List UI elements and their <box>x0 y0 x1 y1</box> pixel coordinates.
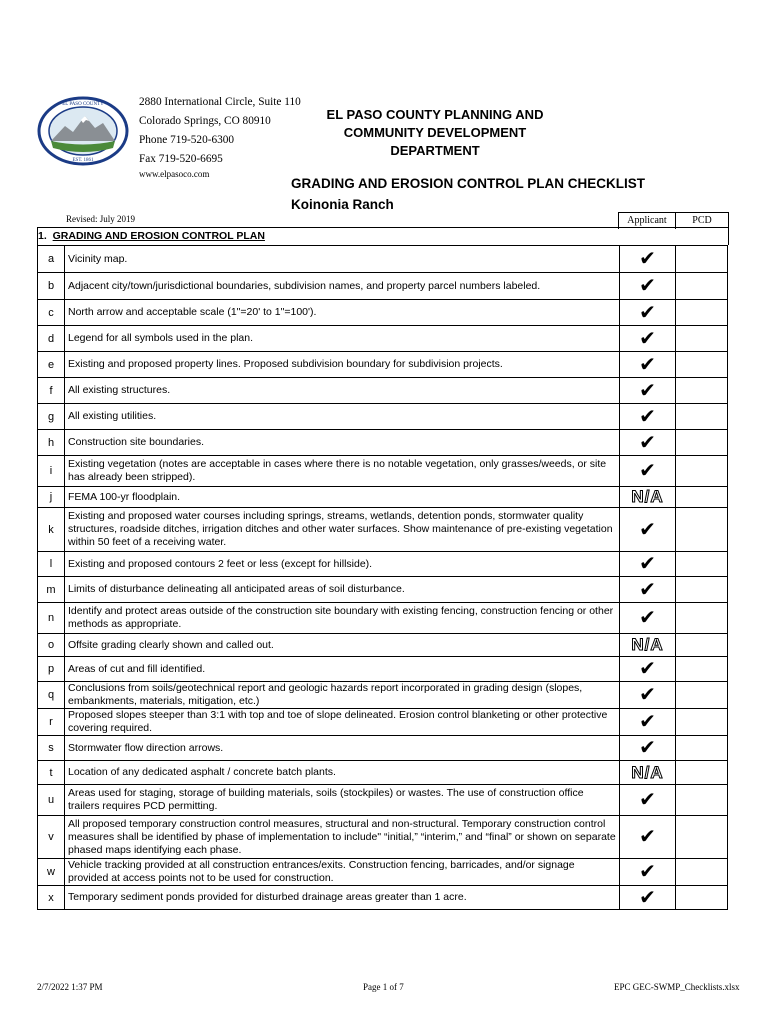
checkmark-icon: ✔ <box>639 551 656 575</box>
item-letter: j <box>38 487 65 508</box>
pcd-cell[interactable] <box>676 326 728 352</box>
checklist-row <box>38 761 728 785</box>
pcd-cell[interactable] <box>676 603 728 634</box>
pcd-cell[interactable] <box>676 682 728 709</box>
checklist-row <box>38 682 728 709</box>
section-header <box>37 227 729 245</box>
fax: Fax 719-520-6695 <box>139 153 223 165</box>
pcd-cell[interactable] <box>676 816 728 859</box>
pcd-cell[interactable] <box>676 736 728 761</box>
checklist-row <box>38 552 728 577</box>
column-header-applicant: Applicant <box>618 212 676 229</box>
footer-filename: EPC GEC-SWMP_Checklists.xlsx <box>614 982 740 992</box>
pcd-cell[interactable] <box>676 430 728 456</box>
pcd-cell[interactable] <box>676 378 728 404</box>
item-letter: w <box>38 859 65 886</box>
footer-page-number: Page 1 of 7 <box>363 982 404 992</box>
checkmark-icon: ✔ <box>639 576 656 601</box>
item-description: Legend for all symbols used in the plan. <box>65 326 620 352</box>
phone: Phone 719-520-6300 <box>139 134 235 146</box>
item-description: Vehicle tracking provided at all construction entrances/exits. Construction fencing, barricades, and/or signage provided at access points not to be used for construction. <box>65 859 620 886</box>
pcd-cell[interactable] <box>676 246 728 273</box>
item-description: Limits of disturbance delineating all anticipated areas of soil disturbance. <box>65 577 620 603</box>
section-title: GRADING AND EROSION CONTROL PLAN <box>52 230 265 242</box>
checklist-row <box>38 430 728 456</box>
checklist-row <box>38 859 728 886</box>
item-letter: d <box>38 326 65 352</box>
applicant-cell[interactable] <box>620 761 676 785</box>
pcd-cell[interactable] <box>676 634 728 657</box>
applicant-cell[interactable] <box>620 246 676 273</box>
county-seal-logo <box>37 96 129 166</box>
pcd-cell[interactable] <box>676 404 728 430</box>
applicant-cell[interactable] <box>620 487 676 508</box>
not-applicable-mark: N/A <box>631 635 664 654</box>
svg-text:EL PASO COUNTY: EL PASO COUNTY <box>62 102 104 107</box>
applicant-cell[interactable] <box>620 508 676 552</box>
checklist-row <box>38 456 728 487</box>
department-line: EL PASO COUNTY PLANNING AND <box>326 107 544 122</box>
checkmark-icon: ✔ <box>639 273 656 297</box>
applicant-cell[interactable] <box>620 859 676 886</box>
checkmark-icon: ✔ <box>639 403 656 428</box>
item-letter: u <box>38 785 65 816</box>
item-letter: c <box>38 300 65 326</box>
checklist-row <box>38 352 728 378</box>
svg-text:EST. 1861: EST. 1861 <box>72 158 94 163</box>
item-description: Stormwater flow direction arrows. <box>65 736 620 761</box>
item-description: Conclusions from soils/geotechnical report and geologic hazards report incorporated in grading design (slopes, embankments, materials, mitigation, etc.) <box>65 682 620 709</box>
item-description: Areas used for staging, storage of building materials, soils (stockpiles) or wastes. The use of construction office trailers requires PCD permitting. <box>65 785 620 816</box>
pcd-cell[interactable] <box>676 785 728 816</box>
applicant-cell[interactable] <box>620 273 676 300</box>
checklist-row <box>38 326 728 352</box>
pcd-cell[interactable] <box>676 761 728 785</box>
pcd-cell[interactable] <box>676 508 728 552</box>
department-line: COMMUNITY DEVELOPMENT <box>343 125 527 140</box>
pcd-cell[interactable] <box>676 273 728 300</box>
applicant-cell[interactable] <box>620 552 676 577</box>
checklist-row <box>38 246 728 273</box>
pcd-cell[interactable] <box>676 456 728 487</box>
item-description: Areas of cut and fill identified. <box>65 657 620 682</box>
item-letter: g <box>38 404 65 430</box>
item-letter: h <box>38 430 65 456</box>
item-letter: b <box>38 273 65 300</box>
item-description: Identify and protect areas outside of the construction site boundary with existing fencing, construction fencing or other methods as appropriate. <box>65 603 620 634</box>
item-description: Construction site boundaries. <box>65 430 620 456</box>
item-description: Offsite grading clearly shown and called out. <box>65 634 620 657</box>
applicant-cell[interactable] <box>620 634 676 657</box>
column-header-pcd: PCD <box>675 212 729 229</box>
checkmark-icon: ✔ <box>639 299 656 324</box>
item-description: Proposed slopes steeper than 3:1 with top and toe of slope delineated. Erosion control blanketing or other protective covering required. <box>65 709 620 736</box>
checklist-row <box>38 378 728 404</box>
item-letter: i <box>38 456 65 487</box>
department-line: DEPARTMENT <box>390 143 480 158</box>
pcd-cell[interactable] <box>676 886 728 910</box>
checkmark-icon: ✔ <box>639 458 656 482</box>
checkmark-icon: ✔ <box>639 351 656 376</box>
pcd-cell[interactable] <box>676 352 728 378</box>
checklist-row <box>38 273 728 300</box>
checklist-row <box>38 634 728 657</box>
address-block <box>139 93 301 180</box>
checkmark-icon: ✔ <box>639 656 656 680</box>
checklist-row <box>38 508 728 552</box>
item-description: Location of any dedicated asphalt / concrete batch plants. <box>65 761 620 785</box>
applicant-cell[interactable] <box>620 352 676 378</box>
checklist-row <box>38 603 728 634</box>
checkmark-icon: ✔ <box>639 884 656 909</box>
applicant-cell[interactable] <box>620 300 676 326</box>
item-letter: a <box>38 246 65 273</box>
item-letter: q <box>38 682 65 709</box>
checkmark-icon: ✔ <box>639 824 656 848</box>
item-letter: s <box>38 736 65 761</box>
item-description: Vicinity map. <box>65 246 620 273</box>
checkmark-icon: ✔ <box>639 246 656 270</box>
website: www.elpasoco.com <box>139 169 210 179</box>
not-applicable-mark: N/A <box>631 487 664 506</box>
item-description: Existing vegetation (notes are acceptable in cases where there is no notable vegetation, only grasses/weeds, or site has already been stripped). <box>65 456 620 487</box>
project-name: Koinonia Ranch <box>291 197 394 212</box>
revised-date: Revised: July 2019 <box>66 214 135 224</box>
not-applicable-mark: N/A <box>631 762 664 782</box>
item-description: Existing and proposed contours 2 feet or less (except for hillside). <box>65 552 620 577</box>
checkmark-icon: ✔ <box>639 516 656 541</box>
checkmark-icon: ✔ <box>639 787 656 811</box>
item-letter: x <box>38 886 65 910</box>
footer-datetime: 2/7/2022 1:37 PM <box>37 982 103 992</box>
pcd-cell[interactable] <box>676 487 728 508</box>
item-letter: k <box>38 508 65 552</box>
item-description: Existing and proposed water courses including springs, streams, wetlands, detention ponds, stormwater quality structures, roadside ditches, irrigation ditches and other water surfaces. Show maintenance of pre-existing vegetation within 50 feet of a receiving water. <box>65 508 620 552</box>
checklist-row <box>38 487 728 508</box>
item-letter: e <box>38 352 65 378</box>
item-letter: r <box>38 709 65 736</box>
checklist-row <box>38 736 728 761</box>
checklist-table <box>37 245 728 910</box>
checklist-row <box>38 709 728 736</box>
checkmark-icon: ✔ <box>639 859 656 883</box>
applicant-cell[interactable] <box>620 456 676 487</box>
item-description: Temporary sediment ponds provided for disturbed drainage areas greater than 1 acre. <box>65 886 620 910</box>
checklist-row <box>38 816 728 859</box>
applicant-cell[interactable] <box>620 886 676 910</box>
applicant-cell[interactable] <box>620 682 676 709</box>
checklist-row <box>38 657 728 682</box>
item-description: Adjacent city/town/jurisdictional boundaries, subdivision names, and property parcel numbers labeled. <box>65 273 620 300</box>
applicant-cell[interactable] <box>620 785 676 816</box>
item-letter: l <box>38 552 65 577</box>
item-letter: m <box>38 577 65 603</box>
applicant-cell[interactable] <box>620 709 676 736</box>
pcd-cell[interactable] <box>676 300 728 326</box>
applicant-cell[interactable] <box>620 657 676 682</box>
item-description: North arrow and acceptable scale (1"=20' to 1"=100'). <box>65 300 620 326</box>
address-line: 2880 International Circle, Suite 110 <box>139 96 301 108</box>
applicant-cell[interactable] <box>620 816 676 859</box>
item-description: All existing structures. <box>65 378 620 404</box>
applicant-cell[interactable] <box>620 603 676 634</box>
applicant-cell[interactable] <box>620 430 676 456</box>
document-title: GRADING AND EROSION CONTROL PLAN CHECKLIST <box>291 176 646 191</box>
address-line: Colorado Springs, CO 80910 <box>139 115 271 127</box>
item-letter: v <box>38 816 65 859</box>
applicant-cell[interactable] <box>620 404 676 430</box>
pcd-cell[interactable] <box>676 657 728 682</box>
pcd-cell[interactable] <box>676 552 728 577</box>
checkmark-icon: ✔ <box>639 429 656 454</box>
item-letter: p <box>38 657 65 682</box>
checklist-row <box>38 886 728 910</box>
checkmark-icon: ✔ <box>639 709 656 733</box>
applicant-cell[interactable] <box>620 326 676 352</box>
item-letter: t <box>38 761 65 785</box>
pcd-cell[interactable] <box>676 709 728 736</box>
item-letter: n <box>38 603 65 634</box>
pcd-cell[interactable] <box>676 577 728 603</box>
checkmark-icon: ✔ <box>639 682 656 706</box>
checkmark-icon: ✔ <box>639 325 656 350</box>
checklist-row <box>38 300 728 326</box>
department-name <box>306 106 564 160</box>
item-description: FEMA 100-yr floodplain. <box>65 487 620 508</box>
item-letter: f <box>38 378 65 404</box>
applicant-cell[interactable] <box>620 378 676 404</box>
checkmark-icon: ✔ <box>639 605 656 629</box>
checkmark-icon: ✔ <box>639 735 656 759</box>
section-number: 1. <box>38 230 47 242</box>
pcd-cell[interactable] <box>676 859 728 886</box>
applicant-cell[interactable] <box>620 577 676 603</box>
checklist-row <box>38 577 728 603</box>
item-letter: o <box>38 634 65 657</box>
item-description: Existing and proposed property lines. Proposed subdivision boundary for subdivision projects. <box>65 352 620 378</box>
item-description: All existing utilities. <box>65 404 620 430</box>
item-description: All proposed temporary construction control measures, structural and non-structural. Temporary construction control measures shall be identified by phase of implementation to include" “initial,” “interim,” and “final” or shown on separate phased maps identifying each phase. <box>65 816 620 859</box>
applicant-cell[interactable] <box>620 736 676 761</box>
checkmark-icon: ✔ <box>639 377 656 402</box>
checklist-row <box>38 404 728 430</box>
checklist-row <box>38 785 728 816</box>
